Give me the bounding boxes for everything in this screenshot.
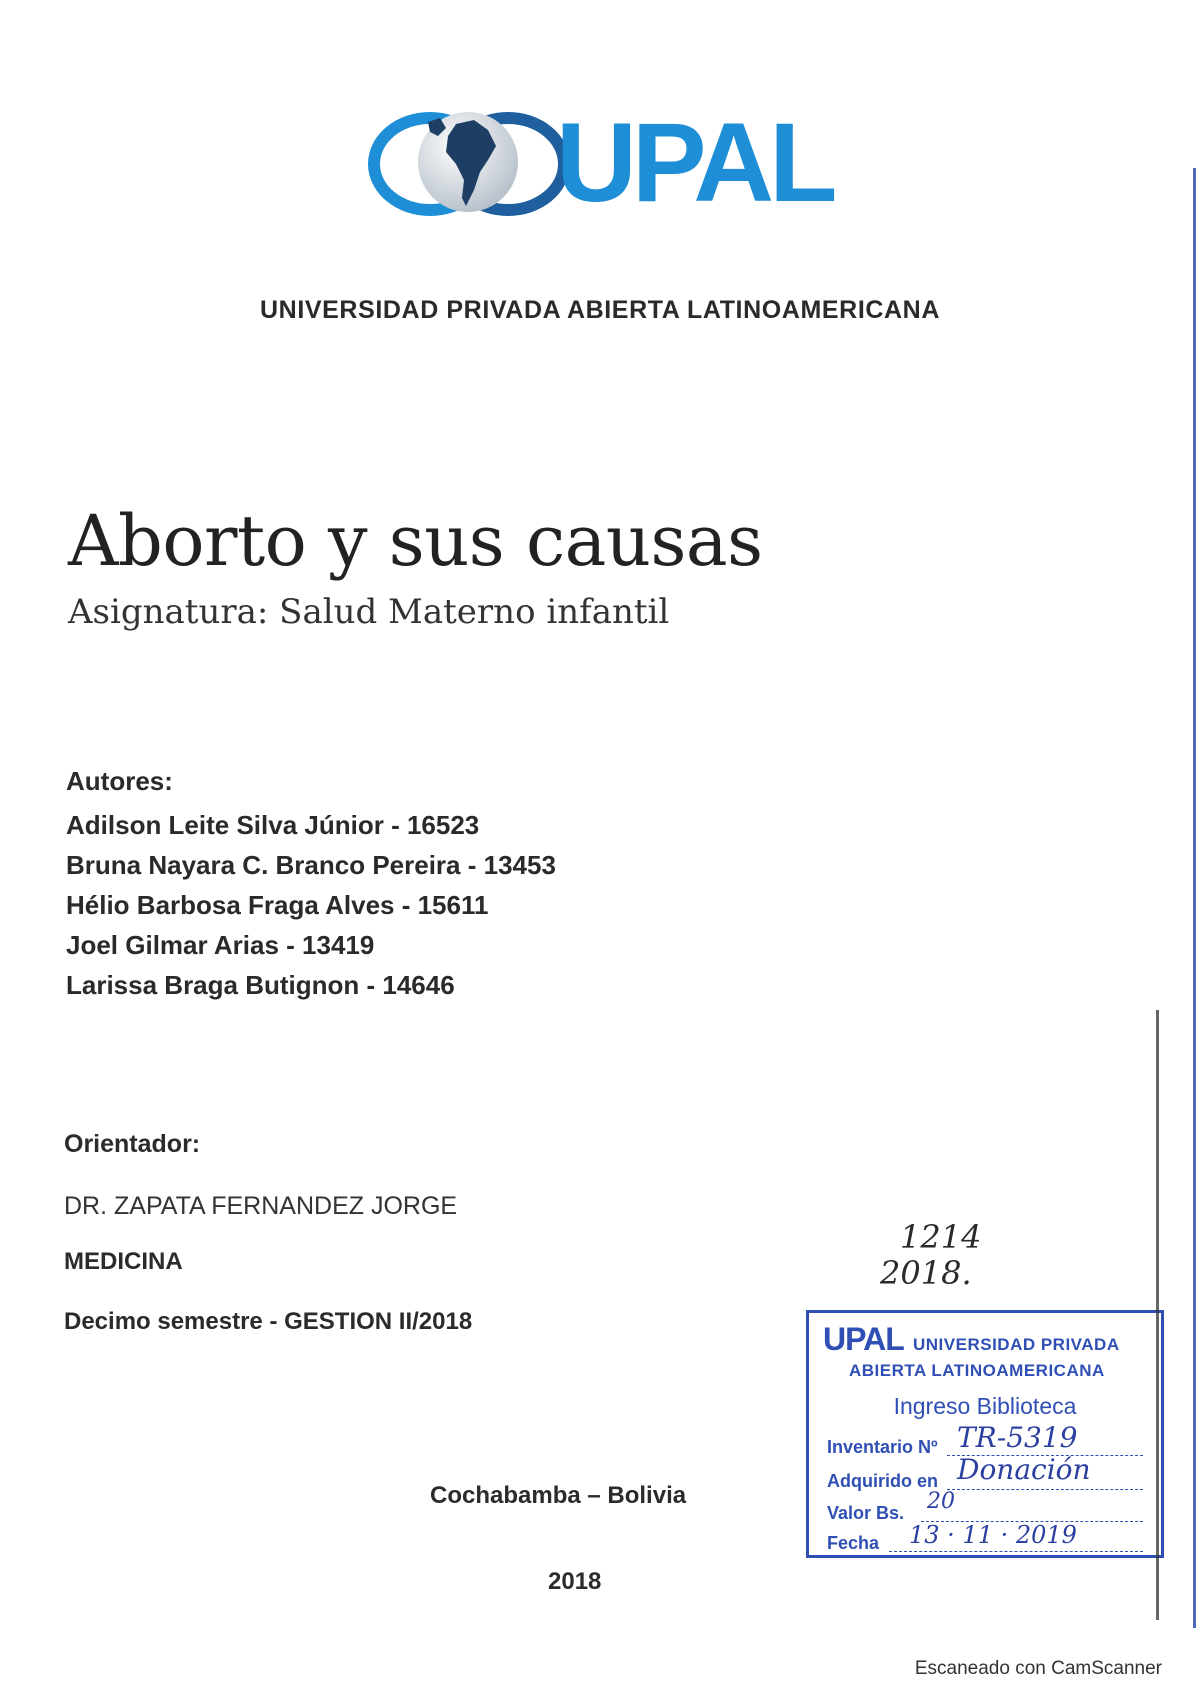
stamp-inventory-value: TR-5319 <box>957 1421 1078 1454</box>
scanner-footer: Escaneado con CamScanner <box>914 1658 1162 1679</box>
program: MEDICINA <box>64 1248 183 1275</box>
stamp-acquired-value: Donación <box>957 1453 1091 1486</box>
stamp-acquired-label: Adquirido en <box>827 1471 938 1491</box>
handwritten-note <box>880 1218 990 1298</box>
author-item: Larissa Braga Butignon - 14646 <box>66 970 455 1000</box>
semester: Decimo semestre - GESTION II/2018 <box>64 1308 473 1335</box>
university-name: UNIVERSIDAD PRIVADA ABIERTA LATINOAMERICANA <box>260 296 940 324</box>
stamp-date-label: Fecha <box>827 1533 880 1553</box>
scan-edge-line <box>1193 168 1196 1628</box>
location: Cochabamba – Bolivia <box>430 1482 687 1509</box>
upal-logo <box>368 100 833 225</box>
document-title: Aborto y sus causas <box>68 500 763 582</box>
author-item: Hélio Barbosa Fraga Alves - 15611 <box>66 890 489 920</box>
advisor-name: DR. ZAPATA FERNANDEZ JORGE <box>64 1192 458 1220</box>
scan-edge-line <box>1156 1010 1159 1620</box>
stamp-university-line: UNIVERSIDAD PRIVADA <box>913 1335 1120 1354</box>
author-item: Bruna Nayara C. Branco Pereira - 13453 <box>66 850 556 880</box>
author-item: Adilson Leite Silva Júnior - 16523 <box>66 810 480 840</box>
advisor-label: Orientador: <box>64 1130 201 1158</box>
stamp-university-line: ABIERTA LATINOAMERICANA <box>849 1361 1105 1380</box>
authors-label: Autores: <box>66 766 173 796</box>
stamp-date-value: 13 · 11 · 2019 <box>909 1521 1077 1549</box>
year: 2018 <box>548 1568 602 1595</box>
author-item: Joel Gilmar Arias - 13419 <box>66 930 375 960</box>
logo-text: UPAL <box>556 100 833 225</box>
authors-block <box>66 766 556 1005</box>
stamp-brand: UPAL <box>823 1321 904 1357</box>
stamp-value-value: 20 <box>927 1489 955 1514</box>
handwritten-line: 2018. <box>880 1254 972 1292</box>
handwritten-line: 1214 <box>900 1218 982 1256</box>
stamp-inventory-label: Inventario Nº <box>827 1437 938 1457</box>
library-stamp <box>806 1310 1164 1558</box>
stamp-library: Ingreso Biblioteca <box>893 1393 1077 1419</box>
subject: Asignatura: Salud Materno infantil <box>68 592 670 632</box>
stamp-value-label: Valor Bs. <box>827 1503 905 1523</box>
